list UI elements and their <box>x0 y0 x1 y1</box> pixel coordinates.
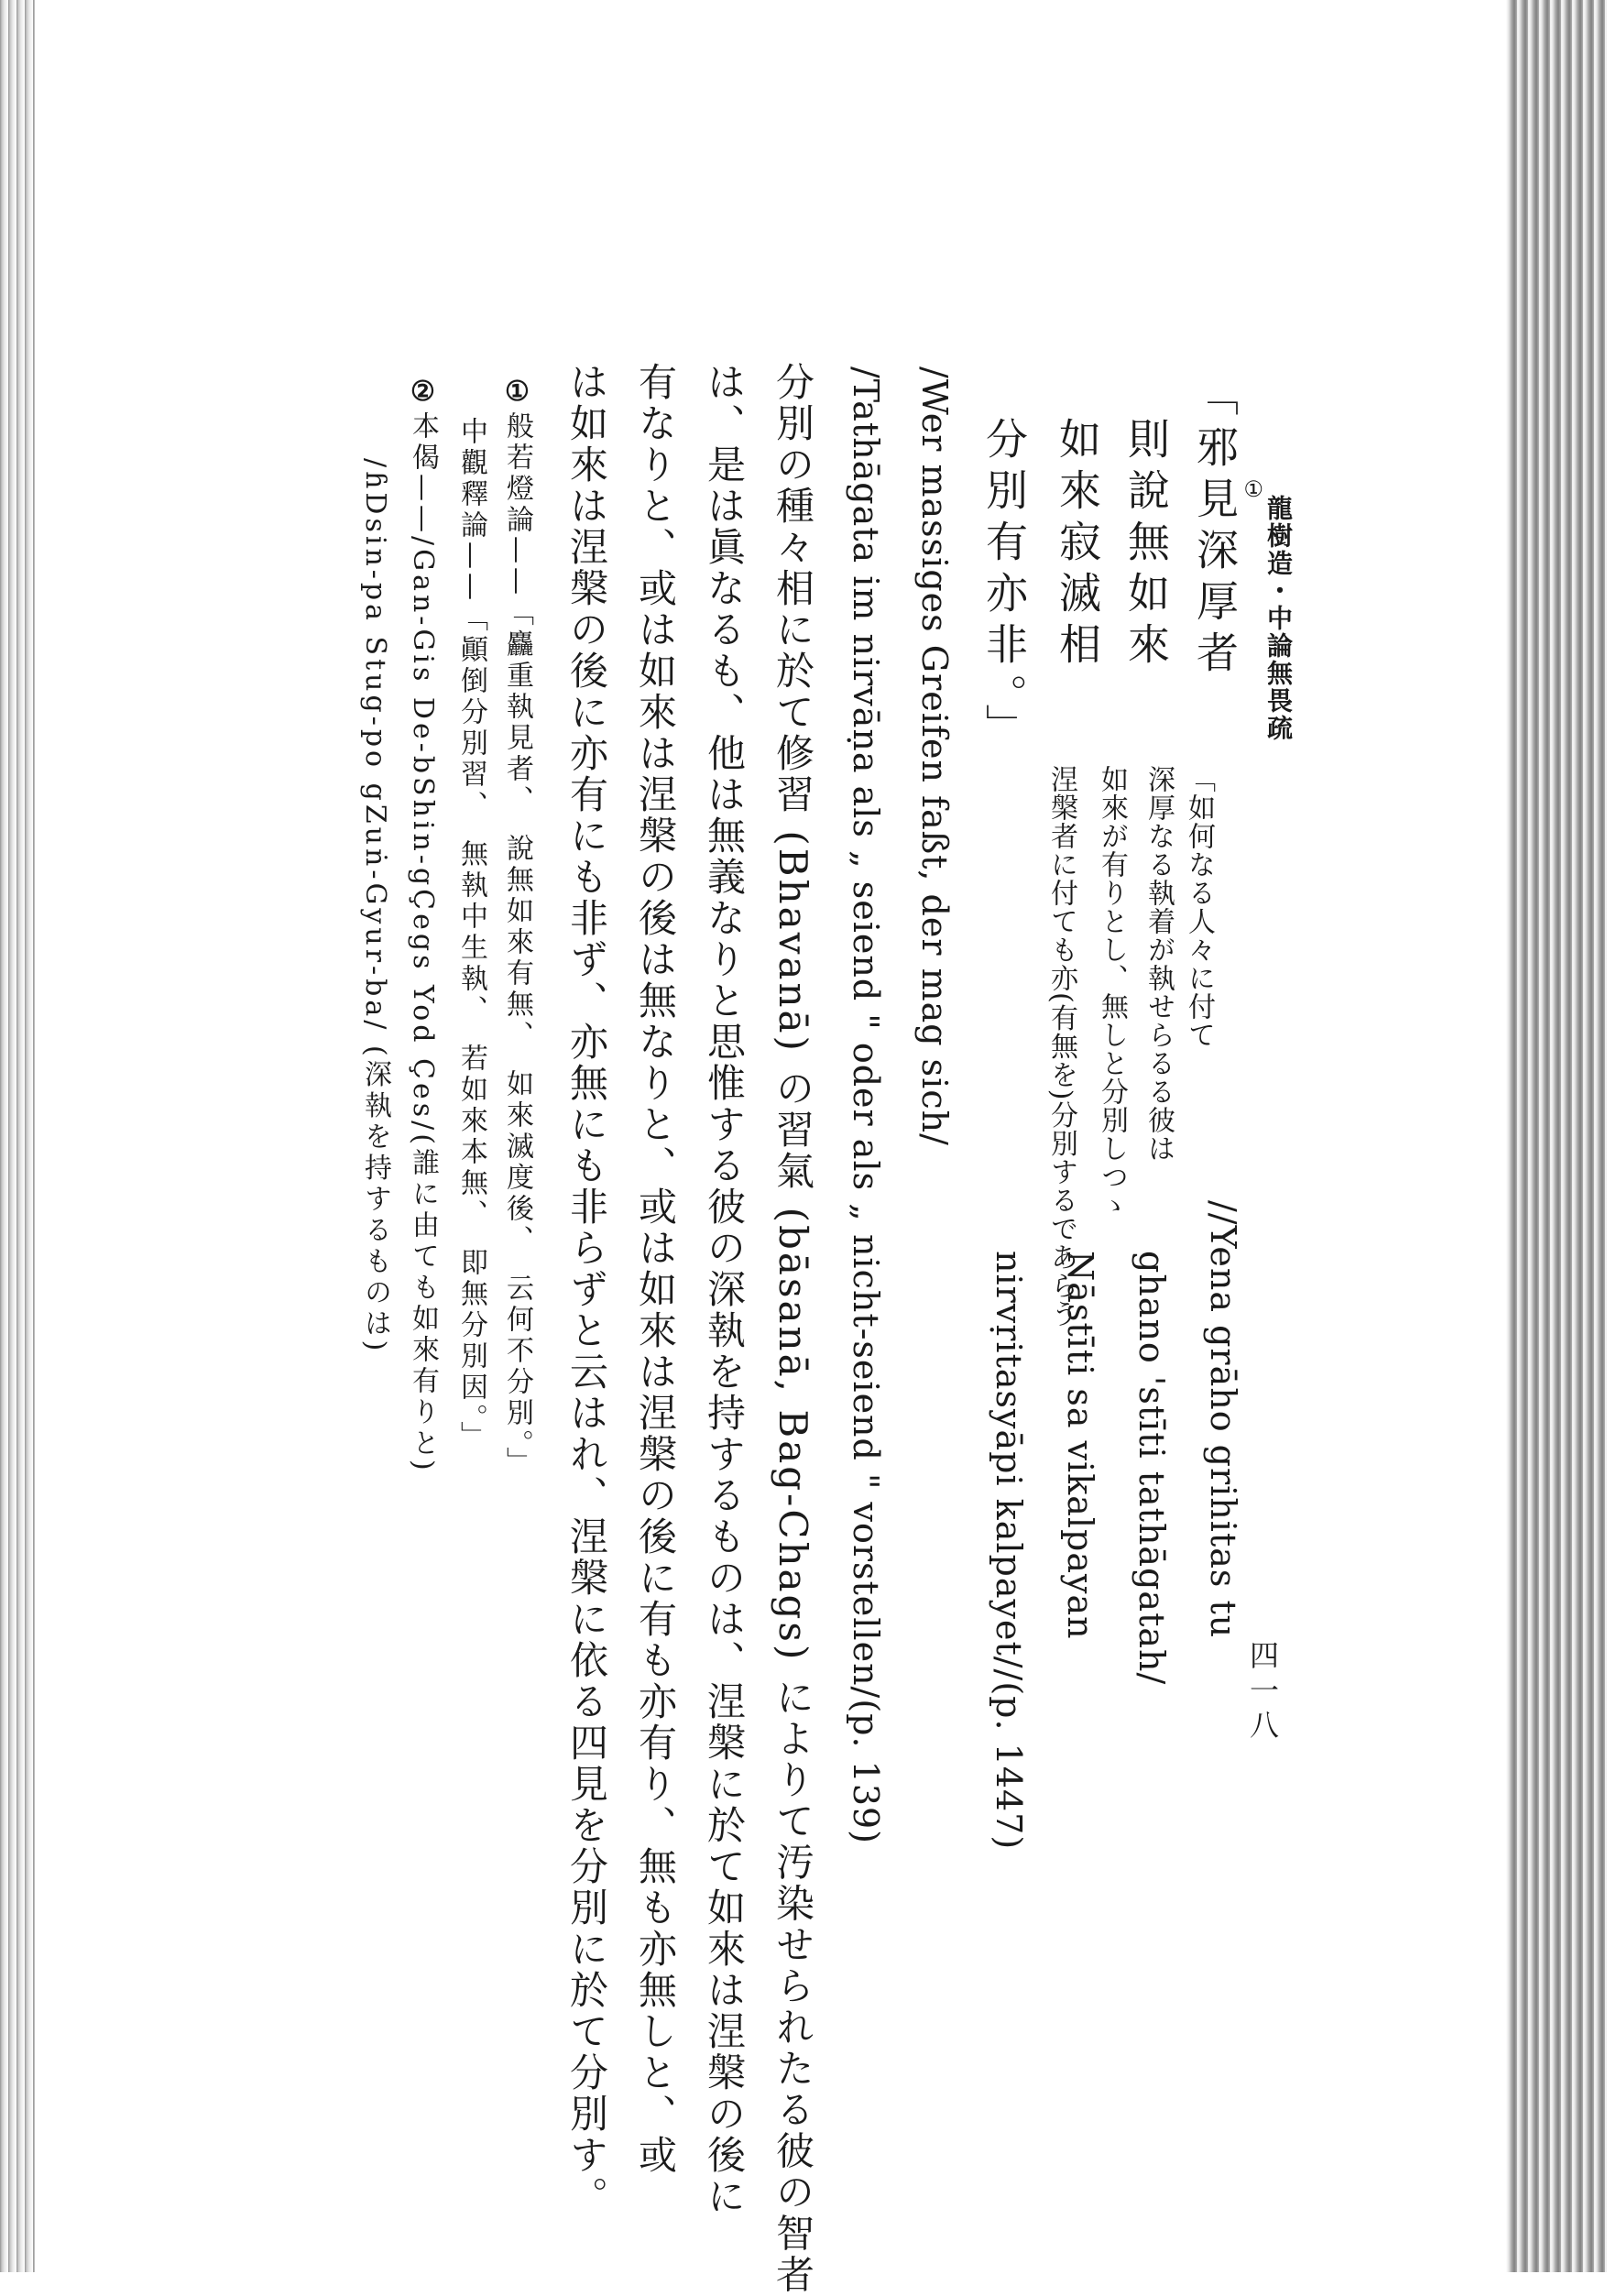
verse-line-2: 則說無如來 <box>1121 417 1171 673</box>
footnote-text: ——/Gan-Gis De-bShin-gÇegs Yod Çes/(誰に由ても如來有りと) <box>407 474 439 1474</box>
footnote-source: 般若燈論 <box>501 411 533 536</box>
footnote-text: /ɦDsin-pa Stug-po gZuṅ-Gyur-ba/ (深執を持するものは) <box>359 458 391 1355</box>
sanskrit-line-1: //Yena grāho grihitas tu <box>1203 1200 1243 1639</box>
german-line-2: /Tathāgata im nirvāṇa als „ seiend " oder als „ nicht-seiend " vorstellen/(p. 139) <box>846 366 886 1845</box>
gloss-line-2: 深厚なる執着が執せらるる彼は <box>1142 765 1175 1163</box>
footnote-mark: ① <box>501 376 533 411</box>
commentary-line-4: は如來は涅槃の後に亦有にも非ず、亦無にも非らずと云はれ、涅槃に依る四見を分別に於て分別す。 <box>564 362 609 2217</box>
footnote-1 <box>501 376 533 1478</box>
footnote-ref-1: ① <box>1243 476 1263 502</box>
footnote-mark: ② <box>407 376 439 411</box>
commentary-line-2: は、是は眞なるも、他は無義なりと思惟する彼の深執を持するものは、涅槃に於て如來は涅槃の後に <box>702 362 747 2217</box>
footnote-text: ——「顚倒分別習、 無執中生執、 若如來本無、 即無分別因。」 <box>455 541 487 1452</box>
footnote-4 <box>359 458 391 1355</box>
footnote-3 <box>407 376 439 1474</box>
page-number: 四一八 <box>1245 1640 1280 1744</box>
sanskrit-line-3: Nāstīti sa vikalpayan <box>1060 1251 1100 1640</box>
verse-line-1: 「邪見深厚者 <box>1190 374 1240 682</box>
footnote-source: 本偈 <box>407 411 439 474</box>
gloss-line-4: 涅槃者に付ても亦(有無を)分別するであらう <box>1045 765 1077 1328</box>
gloss-line-3: 如來が有りとし、無しと分別しつゝ <box>1096 765 1128 1219</box>
german-line-1: /Wer massiges Greifen faßt, der mag sich/ <box>914 366 955 1146</box>
gloss-line-1: 「如何なる人々に付て <box>1183 765 1215 1049</box>
footnote-2 <box>457 417 485 1452</box>
verse-line-3: 如來寂滅相 <box>1053 417 1102 673</box>
footnote-text: ——「麤重執見者、 說無如來有無、 如來滅度後、 云何不分別。」 <box>501 536 533 1478</box>
scan-edge-left <box>0 0 35 2272</box>
commentary-line-3: 有なりと、或は如來は涅槃の後は無なりと、或は如來は涅槃の後に有も亦有り、無も亦無しと、或 <box>633 362 678 2176</box>
verse-line-4: 分別有亦非。」 <box>979 417 1029 755</box>
commentary-line-1: 分別の種々相に於て修習 (Bhavanā) の習氣 (bāsanā, Bag-Chags) によりて汚染せられたる彼の智者 <box>771 362 815 2296</box>
sanskrit-line-4: nirvṛitasyāpi kalpayet//(p. 1447) <box>989 1251 1029 1851</box>
sanskrit-line-2: ghano 'stīti tathāgatah/ <box>1131 1251 1172 1686</box>
footnote-source: 中觀釋論 <box>455 417 487 541</box>
scan-edge-right <box>1506 0 1607 2272</box>
running-header: 龍樹造・中論無畏疏 <box>1263 495 1294 742</box>
